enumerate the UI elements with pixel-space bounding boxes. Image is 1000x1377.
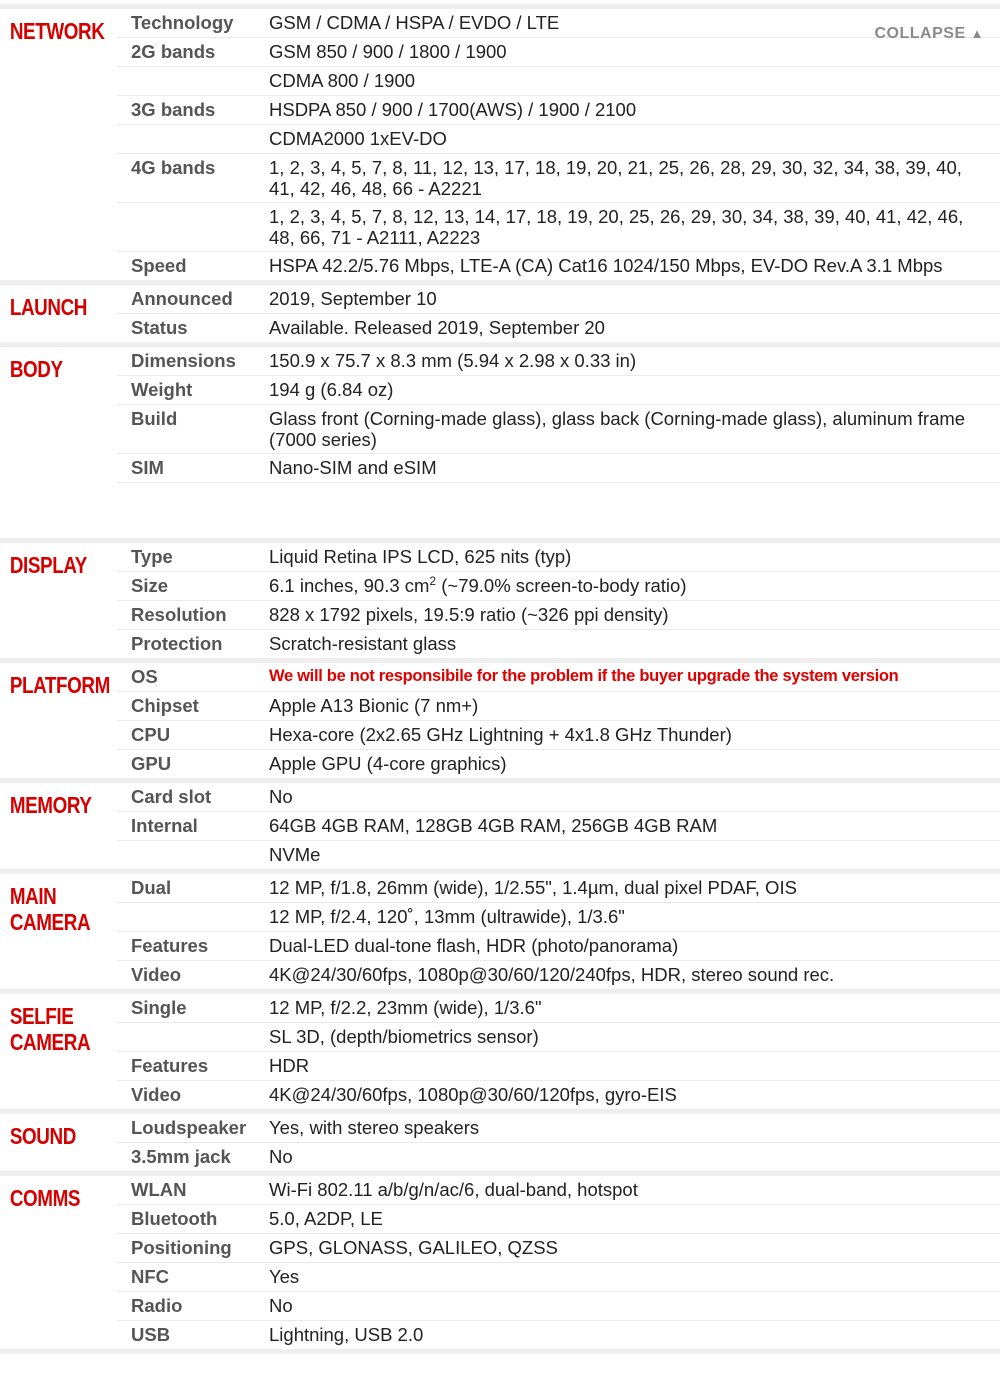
spec-value: Liquid Retina IPS LCD, 625 nits (typ) [269, 546, 572, 567]
spec-section-sound [0, 1114, 1000, 1176]
spec-value: 64GB 4GB RAM, 128GB 4GB RAM, 256GB 4GB RAM [269, 815, 718, 836]
section-title: LAUNCH [9, 294, 88, 320]
spec-value: 5.0, A2DP, LE [269, 1208, 383, 1229]
section-title: SELFIE CAMERA [9, 1003, 91, 1055]
spec-section-launch [0, 285, 1000, 347]
spec-row [117, 1081, 1000, 1109]
spec-value: Apple GPU (4-core graphics) [269, 753, 507, 774]
spec-value: 12 MP, f/1.8, 26mm (wide), 1/2.55", 1.4µm, dual pixel PDAF, OIS [269, 877, 797, 898]
spec-label [117, 203, 269, 251]
section-title: PLATFORM [9, 672, 110, 698]
spec-value: No [269, 1295, 293, 1316]
spec-label: 2G bands [131, 41, 216, 62]
spec-label: 3.5mm jack [131, 1146, 231, 1167]
spec-section-comms [0, 1176, 1000, 1354]
spec-label: Size [131, 575, 169, 596]
spec-row [117, 1023, 1000, 1052]
spec-row [117, 1114, 1000, 1143]
spec-value: HSPA 42.2/5.76 Mbps, LTE-A (CA) Cat16 1024/150 Mbps, EV-DO Rev.A 3.1 Mbps [269, 255, 943, 276]
spec-value-part: 6.1 inches, 90.3 cm [269, 575, 430, 596]
spec-label: Announced [131, 288, 233, 309]
superscript: 2 [429, 573, 437, 588]
spec-label: USB [131, 1324, 171, 1345]
spec-value: Available. Released 2019, September 20 [269, 317, 605, 338]
spec-section-memory [0, 783, 1000, 874]
spec-rows [117, 347, 1000, 538]
spec-label: Internal [131, 815, 198, 836]
section-title: NETWORK [9, 18, 105, 44]
spec-label [117, 125, 269, 153]
spec-row [117, 1263, 1000, 1292]
spacer [117, 483, 1000, 538]
spec-label: Status [131, 317, 188, 338]
spec-row [117, 38, 1000, 67]
spec-label: Resolution [131, 604, 227, 625]
collapse-label: COLLAPSE [874, 25, 966, 42]
spec-value: CDMA 800 / 1900 [269, 70, 416, 91]
section-title: MAIN CAMERA [9, 883, 91, 935]
spec-row [117, 572, 1000, 601]
spec-row [117, 9, 1000, 38]
spec-label [117, 903, 269, 931]
spec-row [117, 994, 1000, 1023]
section-title: DISPLAY [9, 552, 87, 578]
spec-label: Video [131, 964, 182, 985]
spec-rows [117, 994, 1000, 1109]
spec-value: SL 3D, (depth/biometrics sensor) [269, 1026, 539, 1047]
spec-row [117, 601, 1000, 630]
spec-section-body [0, 347, 1000, 543]
spec-label: 3G bands [131, 99, 216, 120]
spec-value: No [269, 786, 293, 807]
spec-label [117, 841, 269, 869]
spec-label: Single [131, 997, 187, 1018]
spec-label [117, 1023, 269, 1051]
spec-row [117, 1176, 1000, 1205]
spec-value: 150.9 x 75.7 x 8.3 mm (5.94 x 2.98 x 0.33 in) [269, 350, 637, 371]
spec-rows [117, 543, 1000, 658]
spec-row [117, 692, 1000, 721]
spec-value: NVMe [269, 844, 321, 865]
spec-value: HDR [269, 1055, 310, 1076]
spec-row [117, 203, 1000, 252]
spec-value: 12 MP, f/2.4, 120˚, 13mm (ultrawide), 1/3.6" [269, 906, 625, 927]
spec-row [117, 285, 1000, 314]
spec-value: GPS, GLONASS, GALILEO, QZSS [269, 1237, 558, 1258]
spec-value: 4K@24/30/60fps, 1080p@30/60/120/240fps, HDR, stereo sound rec. [269, 964, 835, 985]
spec-section-selfie-camera [0, 994, 1000, 1114]
spec-value: 4K@24/30/60fps, 1080p@30/60/120fps, gyro-EIS [269, 1084, 677, 1105]
spec-row [117, 663, 1000, 692]
spec-value: Hexa-core (2x2.65 GHz Lightning + 4x1.8 GHz Thunder) [269, 724, 732, 745]
section-title: SOUND [9, 1123, 76, 1149]
spec-row [117, 454, 1000, 483]
spec-value-part: (~79.0% screen-to-body ratio) [436, 575, 687, 596]
spec-row [117, 1234, 1000, 1263]
spec-label: WLAN [131, 1179, 187, 1200]
spec-label: Radio [131, 1295, 183, 1316]
spec-row [117, 67, 1000, 96]
spec-value: 1, 2, 3, 4, 5, 7, 8, 12, 13, 14, 17, 18, 19, 20, 25, 26, 29, 30, 34, 38, 39, 40, 41, 42, 46, 48, 66, 71 - A2111, A2223 [269, 206, 964, 248]
spec-label: Dimensions [131, 350, 236, 371]
section-title: BODY [9, 356, 63, 382]
spec-row [117, 405, 1000, 454]
spec-label: Type [131, 546, 173, 567]
collapse-button[interactable] [875, 25, 985, 43]
spec-row [117, 1052, 1000, 1081]
spec-label: Weight [131, 379, 193, 400]
spec-row [117, 347, 1000, 376]
spec-label: Card slot [131, 786, 212, 807]
spec-value: 828 x 1792 pixels, 19.5:9 ratio (~326 ppi density) [269, 604, 669, 625]
spec-label: Loudspeaker [131, 1117, 247, 1138]
spec-value: Dual-LED dual-tone flash, HDR (photo/panorama) [269, 935, 679, 956]
spec-label: Bluetooth [131, 1208, 218, 1229]
spec-section-network [0, 9, 1000, 285]
section-title: MEMORY [9, 792, 92, 818]
spec-label: 4G bands [131, 157, 216, 178]
spec-section-display [0, 543, 1000, 663]
spec-row [117, 1292, 1000, 1321]
spec-row [117, 376, 1000, 405]
spec-label: Features [131, 1055, 209, 1076]
spec-row [117, 721, 1000, 750]
spec-label: Protection [131, 633, 223, 654]
spec-row [117, 812, 1000, 841]
spec-value: 2019, September 10 [269, 288, 437, 309]
spec-rows [117, 9, 1000, 280]
spec-label: Features [131, 935, 209, 956]
spec-row [117, 154, 1000, 203]
spec-row [117, 750, 1000, 778]
spec-row [117, 932, 1000, 961]
spec-label: Speed [131, 255, 187, 276]
spec-value [269, 572, 1000, 600]
spec-row [117, 841, 1000, 869]
spec-label: Build [131, 408, 178, 429]
spec-row [117, 630, 1000, 658]
spec-label: OS [131, 666, 158, 687]
spec-row [117, 783, 1000, 812]
spec-value: Scratch-resistant glass [269, 633, 457, 654]
spec-label: Video [131, 1084, 182, 1105]
spec-label: SIM [131, 457, 164, 478]
spec-label: GPU [131, 753, 172, 774]
spec-value: Glass front (Corning-made glass), glass back (Corning-made glass), aluminum frame (7000 series) [269, 408, 966, 450]
spec-rows [117, 285, 1000, 342]
triangle-up-icon: ▲ [970, 26, 984, 41]
spec-row [117, 874, 1000, 903]
spec-value: GSM / CDMA / HSPA / EVDO / LTE [269, 12, 560, 33]
spec-value: HSDPA 850 / 900 / 1700(AWS) / 1900 / 2100 [269, 99, 637, 120]
spec-value: Nano-SIM and eSIM [269, 457, 437, 478]
spec-row [117, 1143, 1000, 1171]
spec-value: 194 g (6.84 oz) [269, 379, 394, 400]
spec-value: 12 MP, f/2.2, 23mm (wide), 1/3.6" [269, 997, 542, 1018]
spec-value: Yes, with stereo speakers [269, 1117, 480, 1138]
section-title: COMMS [9, 1185, 81, 1211]
spec-rows [117, 663, 1000, 778]
spec-label: Dual [131, 877, 172, 898]
spec-label: NFC [131, 1266, 170, 1287]
spec-label: Chipset [131, 695, 199, 716]
spec-row [117, 96, 1000, 125]
spec-row [117, 543, 1000, 572]
spec-label: CPU [131, 724, 171, 745]
spec-row [117, 961, 1000, 989]
spec-value: Apple A13 Bionic (7 nm+) [269, 695, 479, 716]
warning-notice: We will be not responsibile for the problem if the buyer upgrade the system version [269, 667, 899, 685]
spec-section-main-camera [0, 874, 1000, 994]
spec-value: Lightning, USB 2.0 [269, 1324, 424, 1345]
spec-label: Positioning [131, 1237, 232, 1258]
spec-section-platform [0, 663, 1000, 783]
spec-value: CDMA2000 1xEV-DO [269, 128, 447, 149]
spec-value: Yes [269, 1266, 300, 1287]
spec-label [117, 67, 269, 95]
spec-label: Technology [131, 12, 234, 33]
spec-row [117, 252, 1000, 280]
spec-rows [117, 1114, 1000, 1171]
spec-row [117, 314, 1000, 342]
spec-value: GSM 850 / 900 / 1800 / 1900 [269, 41, 507, 62]
spec-row [117, 903, 1000, 932]
spec-value: Wi-Fi 802.11 a/b/g/n/ac/6, dual-band, hotspot [269, 1179, 638, 1200]
spec-rows [117, 1176, 1000, 1349]
spec-row [117, 1205, 1000, 1234]
spec-value: No [269, 1146, 293, 1167]
spec-value: 1, 2, 3, 4, 5, 7, 8, 11, 12, 13, 17, 18, 19, 20, 21, 25, 26, 28, 29, 30, 32, 34, 38, 39, 40, 41, 42, 46, 48, 66 - A2221 [269, 157, 962, 199]
spec-rows [117, 783, 1000, 869]
spec-row [117, 125, 1000, 154]
spec-row [117, 1321, 1000, 1349]
spec-rows [117, 874, 1000, 989]
